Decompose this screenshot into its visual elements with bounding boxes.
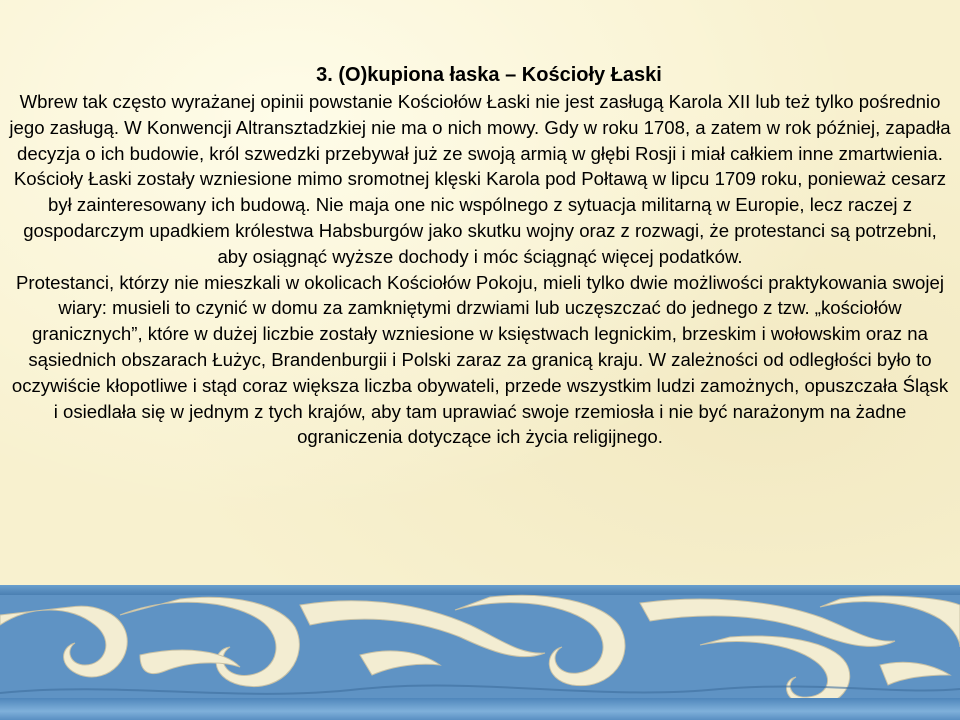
decorative-ornament-band [0, 585, 960, 720]
paragraph-3: Protestanci, którzy nie mieszkali w okolicach Kościołów Pokoju, mieli tylko dwie możliwości praktykowania swojej wiary: musieli to czynić w domu za zamkniętymi drzwiami lub uczęszczać do jednego z tzw. „kościołów granicznych”, które w dużej liczbie zostały wzniesione w księstwach legnickim, brzeskim i wołowskim oraz na sąsiednich obszarach Łużyc, Brandenburgii i Polski zaraz za granicą kraju. W zależności od odległości było to oczywiście kłopotliwe i stąd coraz większa liczba obywateli, przede wszystkim ludzi zamożnych, opuszczała Śląsk i osiedlała się w jednym z tych krajów, aby tam uprawiać swoje rzemiosła i nie być narażonym na żadne ograniczenia dotyczące ich życia religijnego. [11, 271, 949, 448]
slide-title: 3. (O)kupiona łaska – Kościoły Łaski [316, 64, 662, 86]
paragraph-2: Kościoły Łaski zostały wzniesione mimo sromotnej klęski Karola pod Połtawą w lipcu 1709 roku, ponieważ cesarz był zainteresowany ich budową. Nie maja one nic wspólnego z sytuacja militarną w Europie, lecz raczej z gospodarczym upadkiem królestwa Habsburgów jako skutku wojny oraz z rozwagi, że protestanci są potrzebni, aby osiągnąć wyższe dochody i móc ściągnąć więcej podatków. [13, 168, 947, 267]
paragraph-1: Wbrew tak często wyrażanej opinii powstanie Kościołów Łaski nie jest zasługą Karola XII lub też tylko pośrednio jego zasługą. W Konwencji Altransztadzkiej nie ma o nich mowy. Gdy w roku 1708, a zatem w rok później, zapadła decyzja o ich budowie, król szwedzki przebywał już ze swoją armią w głębi Rosji i miał całkiem inne zmartwienia. [9, 91, 951, 164]
band-bottom-stripe [0, 698, 960, 720]
slide-content [8, 62, 952, 450]
